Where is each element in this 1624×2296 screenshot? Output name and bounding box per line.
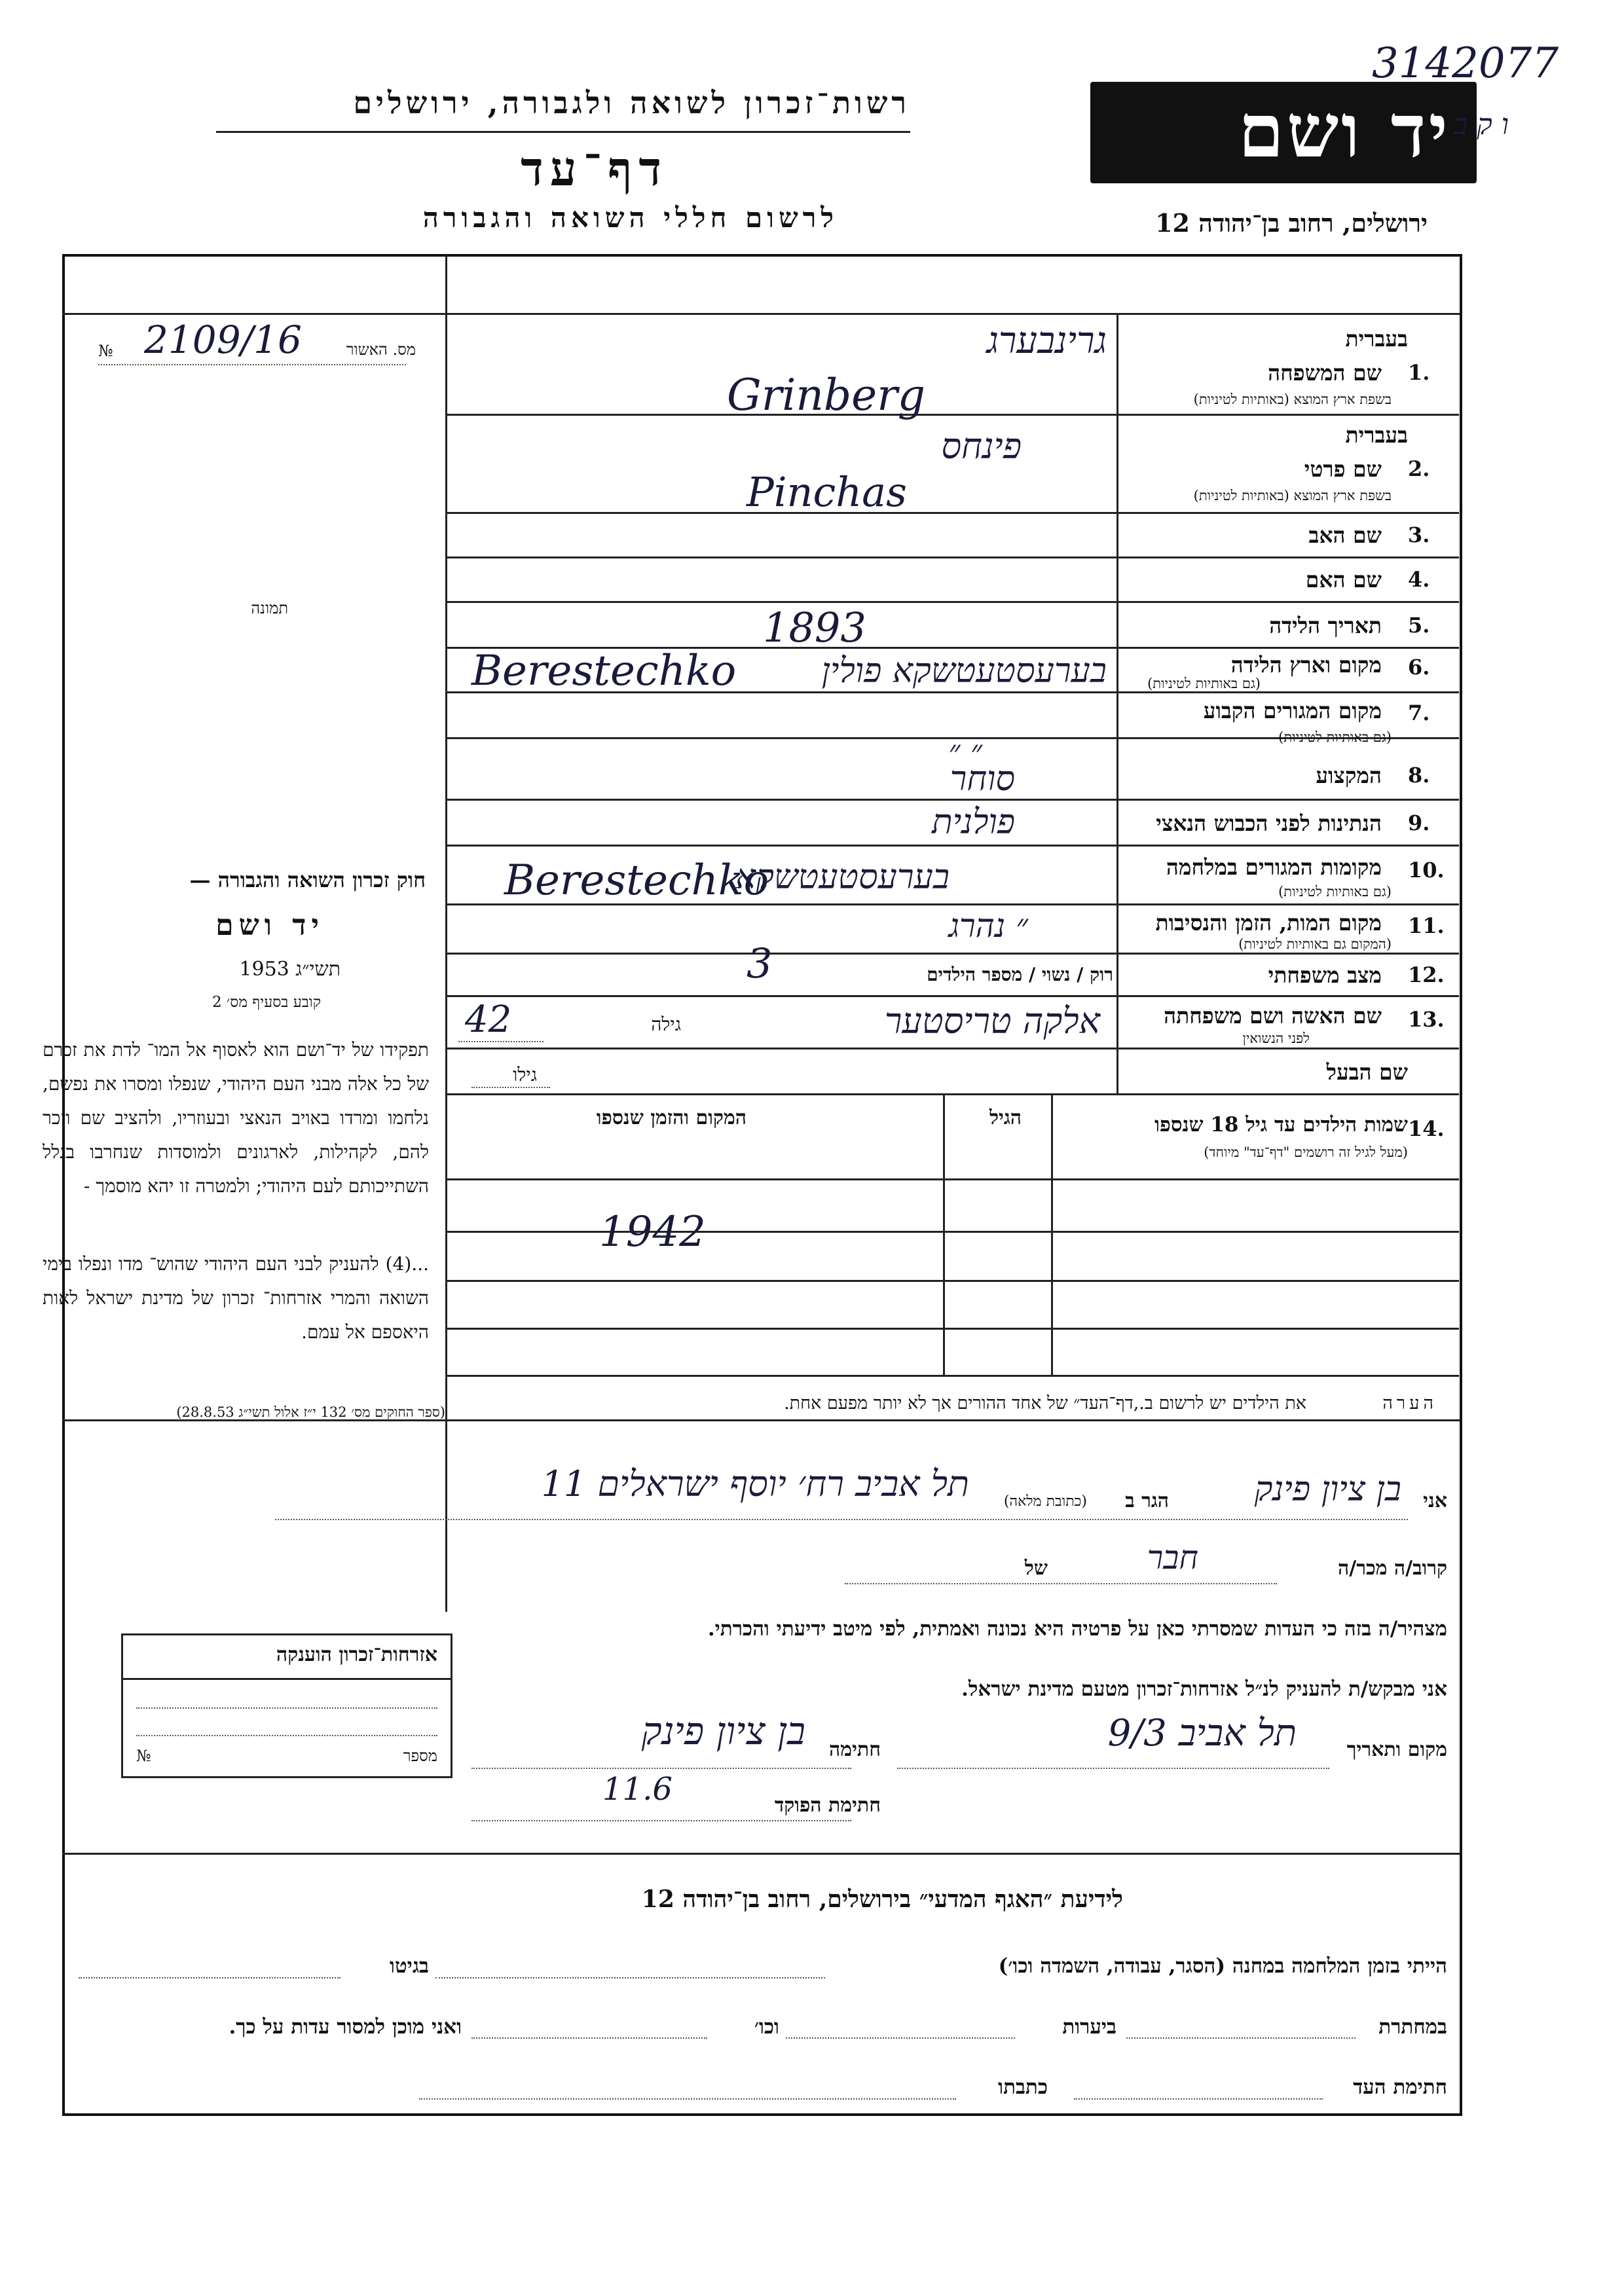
row-line: [445, 845, 1459, 847]
children-col-divider-2: [943, 1093, 945, 1375]
of-label: של: [1024, 1557, 1048, 1580]
law-clause: קובע בסעיף מס׳ 2: [212, 994, 321, 1011]
field-number-13: 13.: [1408, 1007, 1445, 1032]
underground-line: [1126, 2037, 1356, 2039]
latin-hint-2: בשפת ארץ המוצא (באותיות לטיניות): [1193, 488, 1392, 503]
law-name: יד ושם: [215, 909, 324, 942]
birth-place-latin-value: Berestechko: [471, 647, 737, 695]
death-place-hint: (המקום גם באותיות לטיניות): [1238, 936, 1392, 952]
relation-value: חבר: [1147, 1539, 1198, 1576]
profession-label: המקצוע: [1316, 763, 1382, 788]
war-residence-latin-value: Berestechko: [504, 856, 769, 905]
note-label: הערה: [1382, 1393, 1437, 1413]
first-name-label: שם פרטי: [1304, 456, 1382, 482]
witness-signature-label: חתימת העד: [1353, 2075, 1447, 2099]
row-line: [445, 953, 1459, 955]
underground-label: במחתרת: [1378, 2015, 1447, 2039]
yad-vashem-logo: [1090, 82, 1477, 183]
declaration-statement: מצהיר/ה בזה כי העדות שמסרתי כאן על פרטיה היא נכונה ואמתית, לפי מיטב ידיעתי והכרתי.: [707, 1617, 1447, 1641]
form-title: דף־עד: [521, 141, 668, 196]
birth-date-label: תאריך הלידה: [1269, 613, 1382, 638]
birth-place-hint: (גם באותיות לטיניות): [1147, 676, 1261, 691]
approval-line: [98, 364, 406, 365]
footer-divider: [62, 1853, 1460, 1855]
field-number-12: 12.: [1408, 962, 1445, 987]
wife-name-value: אלקה טריסטער: [884, 1000, 1100, 1042]
children-place-header: המקום והזמן שנספו: [596, 1106, 747, 1129]
row-line: [445, 1280, 1459, 1282]
husband-age-label: גילו: [513, 1064, 537, 1085]
father-name-label: שם האב: [1308, 522, 1382, 548]
witness-address-line: [419, 2098, 956, 2100]
declarant-label: אני: [1423, 1489, 1447, 1512]
latin-hint-1: בשפת ארץ המוצא (באותיות לטיניות): [1193, 392, 1392, 407]
field-number-14: 14.: [1408, 1116, 1445, 1141]
place-date-value: תל אביב 9/3: [1107, 1712, 1297, 1755]
war-residence-hebrew-value: בערעסטעטשקא: [735, 858, 950, 897]
officer-signature-value: 11.6: [602, 1771, 673, 1808]
certificate-line: [123, 1678, 451, 1680]
residence-value: ״ ״: [948, 733, 982, 770]
law-title: חוק זכרון השואה והגבורה —: [189, 867, 426, 892]
wife-age-label: גילה: [651, 1013, 681, 1035]
officer-signature-label: חתימת הפוקד: [774, 1794, 881, 1817]
signature-value: בן ציון פינק: [641, 1709, 805, 1753]
row-line: [445, 1093, 1459, 1095]
officer-line: [471, 1820, 851, 1821]
marital-options: רוק / נשוי / מספר הילדים: [927, 964, 1113, 985]
first-name-latin-value: Pinchas: [747, 468, 907, 516]
witness-address-label: כתבתו: [998, 2075, 1048, 2099]
declarant-line: [275, 1519, 1408, 1520]
certificate-dot-1: [136, 1707, 437, 1709]
law-citation: (ספר החוקים מס׳ 132 י״ז אלול תשי״ג 28.8.53): [176, 1404, 445, 1420]
certificate-number-label: מספר: [403, 1747, 437, 1765]
etc-label: וכו׳: [754, 2015, 779, 2039]
frame-top-inner: [62, 313, 1460, 315]
field-number-11: 11.: [1408, 913, 1445, 938]
footer-title: לידיעת ״האגף המדעי״ בירושלים, רחוב בן־יהודה 12: [641, 1886, 1123, 1913]
war-residence-label: מקומות המגורים במלחמה: [1166, 854, 1382, 880]
children-col-divider-1: [1051, 1093, 1053, 1375]
field-number-1: 1.: [1408, 360, 1430, 385]
law-paragraph-2: ...(4) להעניק לבני העם היהודי שהוש־ מדו ונפלו בימי השואה והמרי אזרחות־ זכרון של מדינת ישראל לאות היאספם אל עמם.: [43, 1253, 429, 1343]
law-year: תשי״ג 1953: [239, 958, 341, 981]
row-line: [445, 601, 1459, 603]
declarant-address-value: תל אביב רח׳ יוסף ישראלים 11: [541, 1463, 969, 1504]
row-line: [445, 1178, 1459, 1180]
field-number-10: 10.: [1408, 858, 1445, 883]
place-date-label: מקום ותאריך: [1346, 1738, 1447, 1761]
certificate-dot-2: [136, 1735, 437, 1736]
law-paragraph-1: תפקידו של יד־ושם הוא לאסוף אל המו־ לדת את זכרם של כל אלה מבני העם היהודי, שנפלו ומסרו את נפשם, נלחמו ומרדו באויב הנאצי ובעוזריו, ולהציב שם וזכר להם, לקהילות, לארגונים ולמוסדות שנחרבו בגלל השתייכותם לעם היהודי; ולמטרה זו יהא מוסמך -: [43, 1039, 429, 1197]
field-number-6: 6.: [1408, 655, 1430, 680]
photo-label: תמונה: [251, 599, 288, 617]
field-number-3: 3.: [1408, 522, 1430, 547]
camp-line: [435, 1977, 825, 1978]
marital-status-label: מצב משפחתי: [1268, 962, 1382, 988]
residing-label: הגר ב: [1125, 1489, 1169, 1512]
approval-number: 2109/16: [144, 318, 302, 362]
birth-place-hebrew-value: בערעסטעטשקא פולין: [821, 651, 1107, 691]
residence-label: מקום המגורים הקבוע: [1203, 698, 1382, 723]
children-count-value: 3: [747, 939, 773, 987]
surname-latin-value: Grinberg: [727, 370, 925, 420]
mother-name-label: שם האם: [1305, 567, 1382, 592]
wife-name-label: שם האשה ושם משפחתה: [1164, 1003, 1382, 1029]
ghetto-label: בגיטו: [390, 1954, 429, 1978]
certificate-no: №: [136, 1747, 151, 1765]
husband-name-label: שם הבעל: [1326, 1059, 1408, 1085]
row-line: [445, 995, 1459, 997]
header-address: ירושלים, רחוב בן־יהודה 12: [1155, 208, 1428, 238]
relation-label: קרוב/ה מכר/ה: [1338, 1557, 1447, 1580]
surname-label: שם המשפחה: [1268, 360, 1382, 386]
field-number-7: 7.: [1408, 701, 1430, 725]
row-line: [445, 512, 1459, 514]
row-line: [445, 556, 1459, 558]
archive-reference: 3142077: [1372, 39, 1559, 88]
first-name-hebrew-value: פינחס: [941, 426, 1022, 467]
in-hebrew-1: בעברית: [1345, 326, 1408, 352]
row-line: [445, 1231, 1459, 1233]
children-hint: (מעל לגיל זה רושמים "דף־עד" מיוחד): [1204, 1144, 1408, 1160]
forests-label: ביערות: [1062, 2015, 1116, 2039]
row-line: [445, 1375, 1459, 1377]
surname-hebrew-value: גרינבערג: [986, 319, 1107, 362]
corner-note: ו ק ב: [1454, 108, 1509, 141]
certificate-box: [121, 1633, 452, 1778]
authority-underline: [216, 131, 910, 133]
etc-line: [471, 2037, 707, 2039]
field-number-2: 2.: [1408, 456, 1430, 481]
row-line: [445, 1328, 1459, 1330]
ghetto-line: [79, 1977, 341, 1978]
husband-age-line: [471, 1087, 550, 1088]
row-line: [445, 1048, 1459, 1049]
row-line: [445, 414, 1459, 416]
wife-name-hint: לפני הנשואין: [1242, 1030, 1310, 1046]
field-number-4: 4.: [1408, 567, 1430, 592]
side-column-divider: [445, 255, 447, 1612]
field-number-8: 8.: [1408, 763, 1430, 788]
place-date-line: [897, 1768, 1329, 1769]
residence-hint: (גם באותיות לטיניות): [1278, 729, 1392, 745]
ready-statement: ואני מוכן למסור עדות על כך.: [229, 2015, 462, 2039]
wife-age-value: 42: [465, 998, 512, 1041]
note-text: את הילדים יש לרשום ב.,דף־העד״ של אחד ההורים אך לא יותר מפעם אחת.: [784, 1393, 1306, 1413]
row-line: [445, 799, 1459, 801]
label-column-divider: [1116, 313, 1118, 1095]
certificate-title: אזרחות־זכרון הוענקה: [276, 1643, 437, 1666]
row-line: [62, 1419, 1460, 1421]
children-death-year-value: 1942: [599, 1208, 706, 1256]
full-address-hint: (כתובת מלאה): [1003, 1493, 1087, 1510]
death-place-value: ״ נהרג: [948, 907, 1028, 945]
logo-text: יד ושם: [1238, 88, 1450, 174]
signature-label: חתימה: [829, 1738, 881, 1761]
profession-value: סוחר: [950, 759, 1015, 799]
wife-age-line: [458, 1041, 544, 1042]
witness-signature-line: [1074, 2098, 1323, 2100]
signature-line: [471, 1768, 851, 1769]
nationality-label: הנתינות לפני הכבוש הנאצי: [1156, 811, 1382, 836]
declarant-value: בן ציון פינק: [1254, 1470, 1401, 1509]
nationality-value: פולנית: [931, 803, 1015, 842]
camp-line-label: הייתי בזמן המלחמה במחנה (הסגר, עבודה, השמדה וכו׳): [998, 1954, 1447, 1978]
approval-no: №: [98, 342, 113, 360]
field-number-9: 9.: [1408, 811, 1430, 835]
form-subtitle: לרשום חללי השואה והגבורה: [422, 202, 838, 234]
forests-line: [786, 2037, 1015, 2039]
in-hebrew-2: בעברית: [1345, 422, 1408, 448]
approval-label: מס. האשור: [346, 340, 416, 359]
citizenship-request: אני מבקש/ת להעניק לנ״ל אזרחות־זכרון מטעם מדינת ישראל.: [961, 1677, 1447, 1701]
children-age-header: הגיל: [989, 1106, 1022, 1129]
death-place-label: מקום המות, הזמן והנסיבות: [1155, 910, 1382, 936]
children-label: שמות הילדים עד גיל 18 שנספו: [1154, 1113, 1408, 1137]
birth-place-label: מקום וארץ הלידה: [1230, 652, 1382, 678]
authority-title: רשות־זכרון לשואה ולגבורה, ירושלים: [353, 85, 910, 120]
field-number-5: 5.: [1408, 613, 1430, 638]
relation-line: [845, 1583, 1277, 1584]
war-residence-hint: (גם באותיות לטיניות): [1278, 884, 1392, 900]
birth-date-value: 1893: [763, 604, 866, 651]
